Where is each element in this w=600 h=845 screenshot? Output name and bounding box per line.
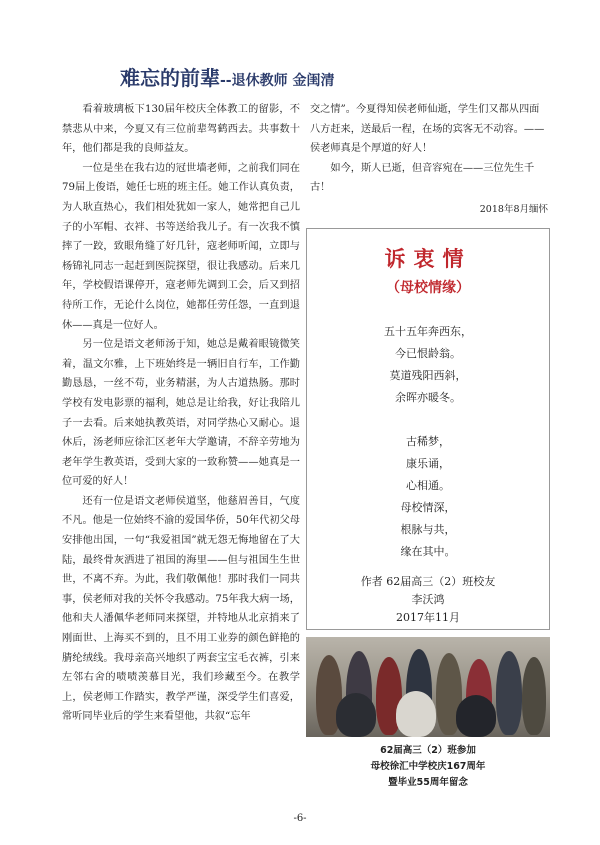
- poem-subtitle: （母校情缘）: [386, 280, 470, 296]
- poem-line: 古稀梦，: [406, 435, 450, 448]
- photo-caption: [306, 743, 550, 791]
- photo-person-front: [396, 691, 436, 737]
- poem-line: 莫道残阳西斜，: [389, 369, 467, 382]
- article-title-sub: --退休教师 金闺清: [220, 73, 335, 89]
- poem-author-date: 2017年11月: [396, 611, 460, 624]
- poem-title: 诉衷情: [384, 247, 472, 271]
- photo-caption-line: 62届高三（2）班参加: [380, 745, 476, 756]
- page-number: -6-: [293, 813, 307, 824]
- poem-author-name: 李沃鸿: [411, 593, 445, 606]
- poem-line: 五十五年奔西东，: [384, 325, 472, 338]
- poem-line: 根脉与共，: [400, 523, 456, 536]
- photo-person-front: [336, 693, 376, 737]
- stanza-gap: [307, 409, 549, 431]
- article-date: 2018年8月缅怀: [479, 203, 548, 215]
- article-left-column: [62, 100, 300, 727]
- poem-box: [306, 228, 550, 630]
- article-paragraph-6: 如今，斯人已逝，但音容宛在——三位先生千古！: [310, 162, 535, 194]
- poem-line: 母校情深，: [400, 501, 456, 514]
- photo-person: [522, 657, 546, 735]
- article-right-column: [310, 100, 548, 220]
- poem-line: 缘在其中。: [400, 545, 456, 558]
- group-photo: [306, 637, 550, 737]
- article-paragraph-2: 一位是坐在我右边的冠世墙老师，之前我们同在79届上俊语，她任七班的班主任。她工作认真负责，为人耿直热心，我们相处犹如一家人，她常把自己儿子的小军帽、衣袢、书等送给我儿子。有一次我不慎摔了一跤，致眼角缝了好几针，寇老师听闻，立即与杨锦礼同志一起赶到医院探望，很让我感动。后来几年，学校假语课停开，寇老师先调到工会，后又到招待所工作，无论什么岗位，她都任劳任怨，一直到退休——真是一位好人。: [62, 162, 300, 331]
- poem-author-line: 作者 62届高三（2）班校友: [360, 575, 496, 588]
- article-paragraph-4: 还有一位是语文老师侯道坚，他慈眉善目，气度不凡。他是一位始终不渝的爱国华侨，50年代初父母安排他出国，一句“我爱祖国”就无怨无悔地留在了大陆，最终骨灰洒进了祖国的海里——但与祖国生生世世，不离不弃。为此，我们敬佩他！那时我们一同共事，侯老师对我的关怀令我感动。75年我大病一场，他和夫人潘佩华老师同来探望，并特地从北京捎来了刚面世、上海买不到的，且不用工业券的颜色鲜艳的腈纶绒线。我母亲高兴地织了两套宝宝毛衣裤，引来左邻右舍的啧啧羡慕目光，我们珍藏至今。在教学上，侯老师工作踏实，教学严谨，深受学生们喜爱，常听同毕业后的学生来看望他，共叙“忘年: [62, 495, 300, 723]
- photo-caption-line: 暨毕业55周年留念: [388, 777, 468, 788]
- poem-line: 康乐诵，: [406, 457, 450, 470]
- article-paragraph-1: 看着玻璃板下130届年校庆全体教工的留影，不禁悲从中来，今夏又有三位前辈驾鹤西去。共事数十年，他们都是我的良师益友。: [62, 104, 300, 155]
- article-title: [120, 62, 540, 91]
- photo-person-front: [456, 695, 496, 737]
- poem-line: 今已恨龄翁。: [395, 347, 461, 360]
- article-paragraph-5: 交之情”。今夏得知侯老师仙逝，学生们又都从四面八方赶来，送最后一程，在场的宾客无不动容。——侯老师真是个厚道的好人！: [310, 104, 545, 155]
- poem-body: [307, 321, 549, 563]
- photo-person: [496, 651, 522, 735]
- poem-line: 余晖亦暖冬。: [395, 391, 461, 404]
- article-title-main: 难忘的前辈: [120, 66, 220, 90]
- poem-author: [307, 573, 549, 627]
- photo-caption-line: 母校徐汇中学校庆167周年: [370, 761, 486, 772]
- article-paragraph-3: 另一位是语文老师汤于知，她总是戴着眼镜微笑着，温文尔雅，上下班始终是一辆旧自行车，工作勤勤恳恳，一丝不苟，业务精湛，为人古道热肠。那时学校有发电影票的福利，她总是让给我，好让我陪儿子一去看。后来她执教英语，对同学热心又耐心。退休后，汤老师应徐汇区老年大学邀请，不辞辛劳地为老年学生教英语，受到大家的一致称赞——她真是一位可爱的好人！: [62, 339, 300, 488]
- poem-line: 心相通。: [406, 479, 450, 492]
